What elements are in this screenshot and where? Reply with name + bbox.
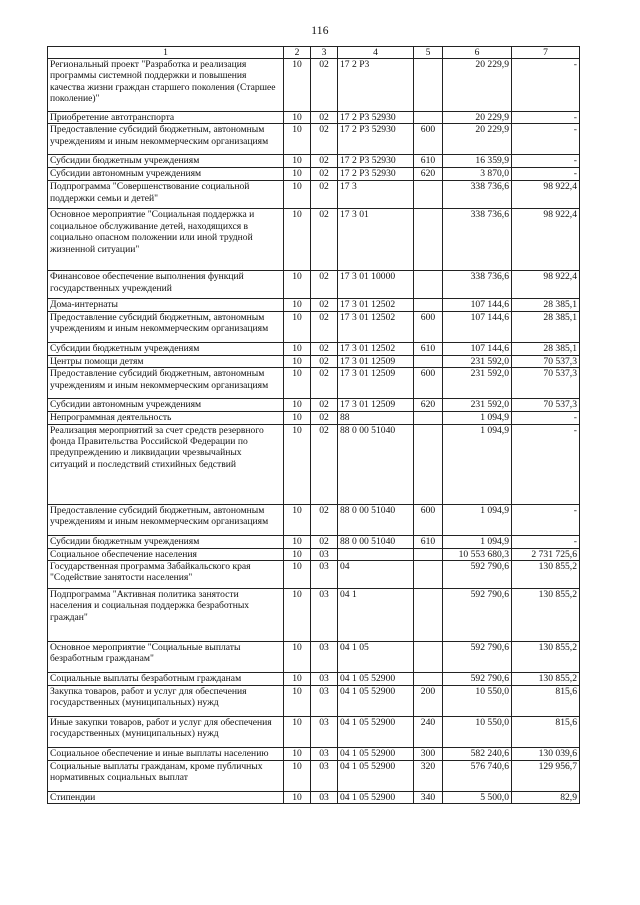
row-subsection: 03 [311, 686, 338, 717]
row-name: Дома-интернаты [48, 299, 284, 311]
table-row [48, 561, 580, 589]
header-col-5: 5 [414, 47, 443, 59]
table-row [48, 761, 580, 792]
row-name: Социальное обеспечение и иные выплаты населению [48, 748, 284, 761]
table-row [48, 181, 580, 209]
row-expense-type: 620 [414, 168, 443, 181]
row-name: Центры помощи детям [48, 355, 284, 367]
row-name: Социальные выплаты безработным гражданам [48, 673, 284, 686]
header-col-4: 4 [338, 47, 414, 59]
row-amount-plan: 10 553 680,3 [443, 548, 512, 560]
row-expense-type: 240 [414, 717, 443, 748]
row-expense-type [414, 112, 443, 124]
row-subsection: 02 [311, 271, 338, 299]
row-amount-plan: 338 736,6 [443, 271, 512, 299]
row-name: Субсидии автономным учреждениям [48, 399, 284, 412]
row-name: Подпрограмма "Совершенствование социальной поддержки семьи и детей" [48, 181, 284, 209]
row-subsection: 03 [311, 642, 338, 673]
row-amount-actual: 129 956,7 [512, 761, 580, 792]
header-col-7: 7 [512, 47, 580, 59]
row-amount-actual: 70 537,3 [512, 368, 580, 399]
row-subsection: 02 [311, 59, 338, 112]
row-subsection: 02 [311, 209, 338, 271]
row-target-article: 17 3 01 [338, 209, 414, 271]
row-amount-actual: 2 731 725,6 [512, 548, 580, 560]
row-section: 10 [284, 168, 311, 181]
header-col-2: 2 [284, 47, 311, 59]
row-target-article: 17 2 P3 52930 [338, 112, 414, 124]
table-row [48, 792, 580, 804]
row-expense-type [414, 642, 443, 673]
row-expense-type: 600 [414, 368, 443, 399]
row-subsection: 03 [311, 589, 338, 642]
row-expense-type: 610 [414, 342, 443, 355]
row-amount-plan: 107 144,6 [443, 311, 512, 342]
row-target-article: 04 1 05 52900 [338, 686, 414, 717]
row-amount-plan: 231 592,0 [443, 355, 512, 367]
row-amount-actual: - [512, 535, 580, 548]
table-row [48, 209, 580, 271]
row-subsection: 02 [311, 412, 338, 424]
row-expense-type: 300 [414, 748, 443, 761]
row-amount-plan: 582 240,6 [443, 748, 512, 761]
row-expense-type [414, 181, 443, 209]
row-amount-plan: 592 790,6 [443, 561, 512, 589]
row-section: 10 [284, 717, 311, 748]
row-amount-actual: 28 385,1 [512, 311, 580, 342]
row-amount-plan: 3 870,0 [443, 168, 512, 181]
row-target-article: 17 2 P3 52930 [338, 124, 414, 155]
row-target-article: 04 1 05 52900 [338, 673, 414, 686]
row-amount-plan: 592 790,6 [443, 673, 512, 686]
row-amount-actual: 815,6 [512, 686, 580, 717]
row-name: Субсидии бюджетным учреждениям [48, 535, 284, 548]
row-expense-type [414, 412, 443, 424]
row-amount-plan: 20 229,9 [443, 59, 512, 112]
row-amount-actual: - [512, 155, 580, 168]
row-amount-actual: 130 855,2 [512, 642, 580, 673]
table-row [48, 342, 580, 355]
row-target-article [338, 548, 414, 560]
row-amount-plan: 592 790,6 [443, 589, 512, 642]
row-subsection: 03 [311, 673, 338, 686]
row-name: Финансовое обеспечение выполнения функций государственных учреждений [48, 271, 284, 299]
row-expense-type [414, 209, 443, 271]
row-section: 10 [284, 399, 311, 412]
row-subsection: 02 [311, 181, 338, 209]
table-row [48, 355, 580, 367]
header-col-6: 6 [443, 47, 512, 59]
row-amount-actual: 28 385,1 [512, 299, 580, 311]
row-target-article: 04 1 [338, 589, 414, 642]
row-expense-type: 610 [414, 155, 443, 168]
table-row [48, 686, 580, 717]
row-amount-actual: 130 855,2 [512, 561, 580, 589]
row-name: Предоставление субсидий бюджетным, автономным учреждениям и иным некоммерческим организациям [48, 504, 284, 535]
row-section: 10 [284, 59, 311, 112]
row-amount-actual: - [512, 412, 580, 424]
row-target-article: 17 2 P3 [338, 59, 414, 112]
row-section: 10 [284, 299, 311, 311]
row-expense-type: 200 [414, 686, 443, 717]
row-section: 10 [284, 355, 311, 367]
header-row [48, 47, 580, 59]
row-amount-plan: 5 500,0 [443, 792, 512, 804]
row-section: 10 [284, 412, 311, 424]
table-row [48, 424, 580, 504]
row-amount-actual: - [512, 112, 580, 124]
table-row [48, 589, 580, 642]
row-subsection: 02 [311, 368, 338, 399]
row-amount-plan: 1 094,9 [443, 412, 512, 424]
table-row [48, 748, 580, 761]
row-section: 10 [284, 673, 311, 686]
row-target-article: 17 3 01 12509 [338, 368, 414, 399]
row-name: Подпрограмма "Активная политика занятости населения и социальная поддержка безработных граждан" [48, 589, 284, 642]
row-amount-plan: 20 229,9 [443, 112, 512, 124]
row-expense-type: 600 [414, 504, 443, 535]
row-name: Предоставление субсидий бюджетным, автономным учреждениям и иным некоммерческим организациям [48, 368, 284, 399]
row-subsection: 02 [311, 355, 338, 367]
row-expense-type: 620 [414, 399, 443, 412]
row-subsection: 03 [311, 761, 338, 792]
row-target-article: 88 0 00 51040 [338, 424, 414, 504]
row-target-article: 88 [338, 412, 414, 424]
table-row [48, 112, 580, 124]
table-row [48, 399, 580, 412]
row-target-article: 17 3 01 12502 [338, 299, 414, 311]
row-amount-actual: 98 922,4 [512, 271, 580, 299]
row-section: 10 [284, 761, 311, 792]
row-amount-actual: 815,6 [512, 717, 580, 748]
row-amount-plan: 576 740,6 [443, 761, 512, 792]
table-row [48, 642, 580, 673]
row-target-article: 17 3 [338, 181, 414, 209]
table-row [48, 299, 580, 311]
row-amount-actual: - [512, 168, 580, 181]
row-name: Приобретение автотранспорта [48, 112, 284, 124]
row-section: 10 [284, 686, 311, 717]
table-row [48, 504, 580, 535]
table-row [48, 535, 580, 548]
row-section: 10 [284, 792, 311, 804]
row-name: Предоставление субсидий бюджетным, автономным учреждениям и иным некоммерческим организациям [48, 124, 284, 155]
row-target-article: 04 1 05 [338, 642, 414, 673]
row-amount-actual: - [512, 124, 580, 155]
row-expense-type: 340 [414, 792, 443, 804]
row-subsection: 02 [311, 124, 338, 155]
row-expense-type [414, 673, 443, 686]
row-target-article: 04 1 05 52900 [338, 748, 414, 761]
row-amount-actual: 98 922,4 [512, 209, 580, 271]
row-section: 10 [284, 342, 311, 355]
table-row [48, 673, 580, 686]
row-amount-plan: 10 550,0 [443, 686, 512, 717]
row-amount-plan: 1 094,9 [443, 424, 512, 504]
row-subsection: 02 [311, 311, 338, 342]
row-expense-type [414, 548, 443, 560]
row-section: 10 [284, 271, 311, 299]
row-name: Основное мероприятие "Социальные выплаты безработным гражданам" [48, 642, 284, 673]
row-section: 10 [284, 504, 311, 535]
row-amount-actual: - [512, 59, 580, 112]
row-target-article: 04 1 05 52900 [338, 761, 414, 792]
row-subsection: 02 [311, 168, 338, 181]
row-name: Иные закупки товаров, работ и услуг для обеспечения государственных (муниципальных) нужд [48, 717, 284, 748]
table-row [48, 717, 580, 748]
row-expense-type [414, 355, 443, 367]
row-name: Государственная программа Забайкальского края "Содействие занятости населения" [48, 561, 284, 589]
row-section: 10 [284, 561, 311, 589]
row-subsection: 03 [311, 548, 338, 560]
row-target-article: 04 1 05 52900 [338, 792, 414, 804]
row-subsection: 03 [311, 717, 338, 748]
row-target-article: 17 2 P3 52930 [338, 168, 414, 181]
row-section: 10 [284, 642, 311, 673]
row-section: 10 [284, 368, 311, 399]
row-name: Предоставление субсидий бюджетным, автономным учреждениям и иным некоммерческим организациям [48, 311, 284, 342]
row-amount-actual: 70 537,3 [512, 399, 580, 412]
row-expense-type [414, 59, 443, 112]
row-subsection: 02 [311, 112, 338, 124]
row-name: Субсидии бюджетным учреждениям [48, 342, 284, 355]
page-number: 116 [311, 25, 329, 37]
row-section: 10 [284, 535, 311, 548]
table-row [48, 548, 580, 560]
table-body [48, 59, 580, 804]
header-col-1: 1 [48, 47, 284, 59]
header-col-3: 3 [311, 47, 338, 59]
row-section: 10 [284, 424, 311, 504]
row-amount-actual: - [512, 424, 580, 504]
table-row [48, 124, 580, 155]
row-subsection: 02 [311, 299, 338, 311]
row-subsection: 02 [311, 155, 338, 168]
row-section: 10 [284, 589, 311, 642]
row-expense-type: 600 [414, 311, 443, 342]
row-subsection: 02 [311, 535, 338, 548]
row-target-article: 88 0 00 51040 [338, 535, 414, 548]
row-target-article: 17 3 01 12502 [338, 311, 414, 342]
row-expense-type [414, 424, 443, 504]
row-expense-type: 320 [414, 761, 443, 792]
row-target-article: 04 [338, 561, 414, 589]
row-amount-plan: 1 094,9 [443, 504, 512, 535]
row-expense-type: 600 [414, 124, 443, 155]
row-expense-type [414, 271, 443, 299]
row-section: 10 [284, 155, 311, 168]
row-section: 10 [284, 311, 311, 342]
row-amount-actual: 130 855,2 [512, 673, 580, 686]
row-target-article: 17 3 01 10000 [338, 271, 414, 299]
row-target-article: 17 3 01 12509 [338, 355, 414, 367]
row-name: Реализация мероприятий за счет средств резервного фонда Правительства Российской Федерации по предупреждению и ликвидации чрезвычайных ситуаций и последствий стихийных бедствий [48, 424, 284, 504]
row-name: Субсидии автономным учреждениям [48, 168, 284, 181]
table-row [48, 368, 580, 399]
row-subsection: 03 [311, 792, 338, 804]
row-expense-type [414, 299, 443, 311]
row-amount-actual: 70 537,3 [512, 355, 580, 367]
row-name: Закупка товаров, работ и услуг для обеспечения государственных (муниципальных) нужд [48, 686, 284, 717]
row-target-article: 88 0 00 51040 [338, 504, 414, 535]
row-name: Субсидии бюджетным учреждениям [48, 155, 284, 168]
row-subsection: 03 [311, 748, 338, 761]
row-amount-plan: 592 790,6 [443, 642, 512, 673]
row-target-article: 04 1 05 52900 [338, 717, 414, 748]
row-section: 10 [284, 548, 311, 560]
row-name: Непрограммная деятельность [48, 412, 284, 424]
row-amount-actual: - [512, 504, 580, 535]
row-amount-plan: 10 550,0 [443, 717, 512, 748]
row-name: Основное мероприятие "Социальная поддержка и социальное обслуживание детей, находящихся в социально опасном положении или иной трудной жизненной ситуации" [48, 209, 284, 271]
row-section: 10 [284, 748, 311, 761]
row-amount-plan: 1 094,9 [443, 535, 512, 548]
row-amount-actual: 98 922,4 [512, 181, 580, 209]
row-name: Стипендии [48, 792, 284, 804]
row-target-article: 17 3 01 12502 [338, 342, 414, 355]
table-row [48, 168, 580, 181]
budget-table [47, 46, 580, 804]
row-amount-plan: 231 592,0 [443, 399, 512, 412]
row-section: 10 [284, 209, 311, 271]
row-amount-plan: 107 144,6 [443, 342, 512, 355]
row-amount-plan: 338 736,6 [443, 181, 512, 209]
row-expense-type: 610 [414, 535, 443, 548]
row-amount-plan: 16 359,9 [443, 155, 512, 168]
row-target-article: 17 3 01 12509 [338, 399, 414, 412]
table-row [48, 412, 580, 424]
row-target-article: 17 2 P3 52930 [338, 155, 414, 168]
table-row [48, 155, 580, 168]
row-section: 10 [284, 112, 311, 124]
row-name: Социальные выплаты гражданам, кроме публичных нормативных социальных выплат [48, 761, 284, 792]
table-row [48, 59, 580, 112]
row-amount-actual: 130 039,6 [512, 748, 580, 761]
row-expense-type [414, 589, 443, 642]
row-amount-actual: 82,9 [512, 792, 580, 804]
row-amount-plan: 231 592,0 [443, 368, 512, 399]
row-amount-plan: 107 144,6 [443, 299, 512, 311]
row-amount-actual: 28 385,1 [512, 342, 580, 355]
row-section: 10 [284, 124, 311, 155]
row-amount-plan: 20 229,9 [443, 124, 512, 155]
row-subsection: 02 [311, 504, 338, 535]
row-amount-plan: 338 736,6 [443, 209, 512, 271]
row-name: Региональный проект "Разработка и реализация программы системной поддержки и повышения качества жизни граждан старшего поколения (Старшее поколение)" [48, 59, 284, 112]
row-name: Социальное обеспечение населения [48, 548, 284, 560]
table-row [48, 311, 580, 342]
row-subsection: 02 [311, 342, 338, 355]
row-subsection: 03 [311, 561, 338, 589]
row-subsection: 02 [311, 424, 338, 504]
row-expense-type [414, 561, 443, 589]
table-row [48, 271, 580, 299]
row-section: 10 [284, 181, 311, 209]
row-amount-actual: 130 855,2 [512, 589, 580, 642]
row-subsection: 02 [311, 399, 338, 412]
